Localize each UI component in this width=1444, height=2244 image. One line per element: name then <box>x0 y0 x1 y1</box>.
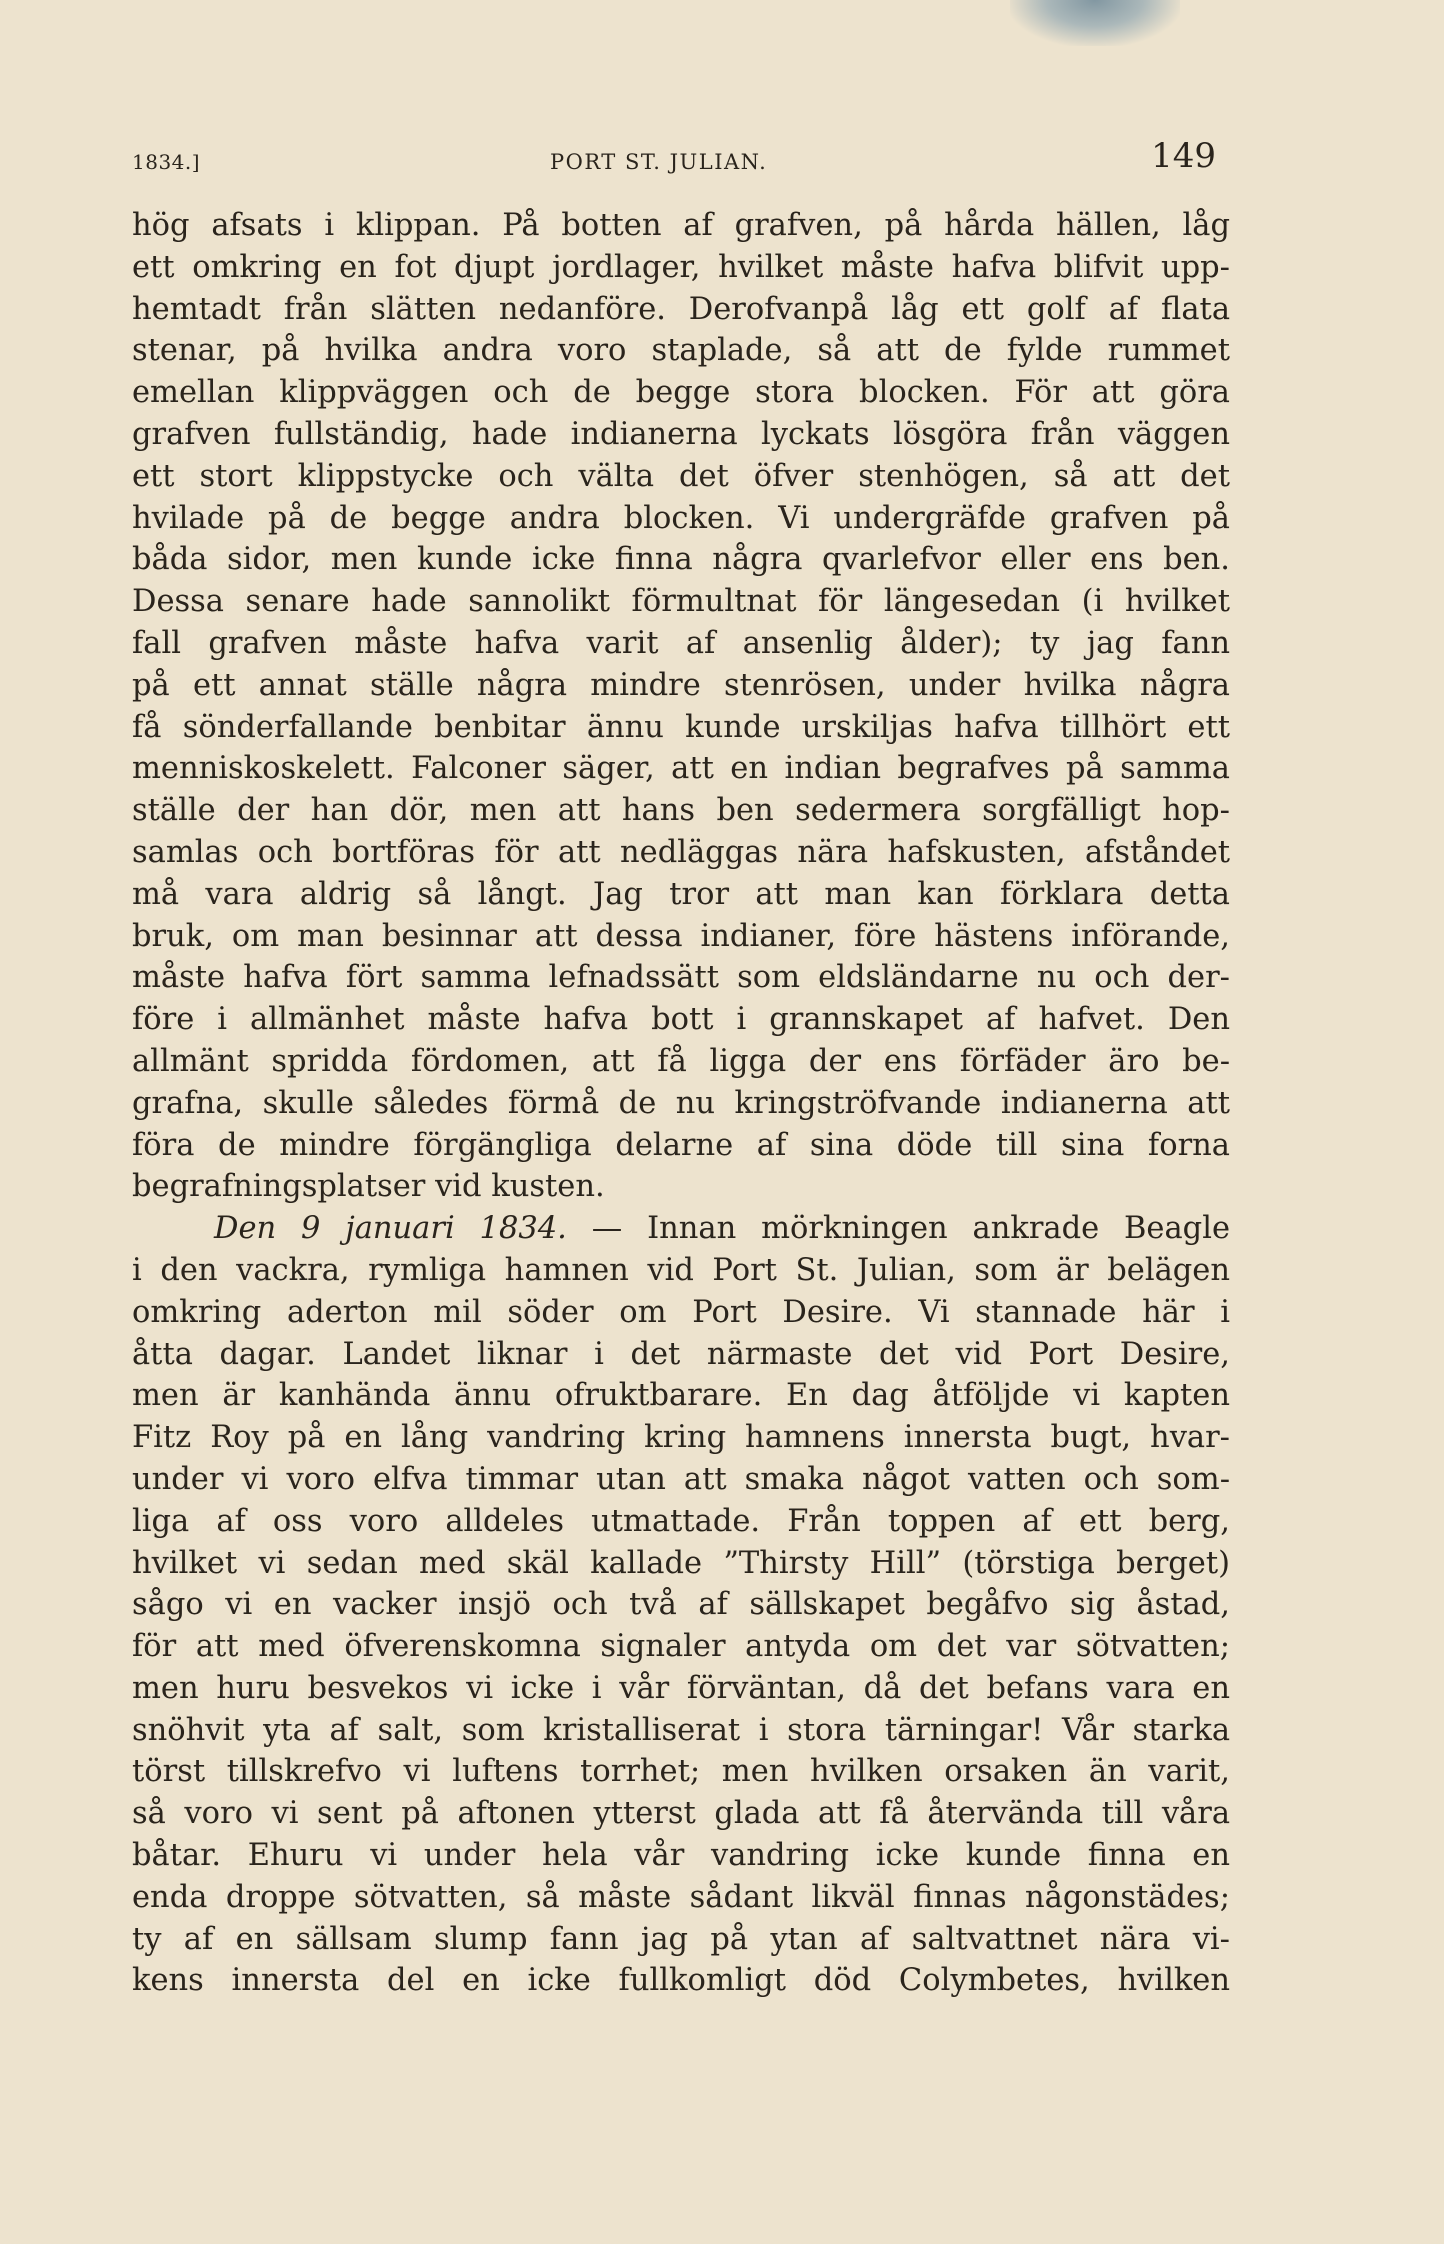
text-line: ställe der han dör, men att hans ben sedermera sorgfälligt hop- <box>132 793 1230 829</box>
text-line: grafven fullständig, hade indianerna lyckats lösgöra från väggen <box>132 416 1230 452</box>
text-line: så voro vi sent på aftonen ytterst glada att få återvända till våra <box>132 1796 1230 1832</box>
text-line: kens innersta del en icke fullkomligt död Colymbetes, hvilken <box>132 1963 1230 1999</box>
text-line: ty af en sällsam slump fann jag på ytan af saltvattnet nära vi- <box>132 1921 1230 1957</box>
text-line: må vara aldrig så långt. Jag tror att man kan förklara detta <box>132 876 1230 912</box>
text-line: men är kanhända ännu ofruktbarare. En dag åtföljde vi kapten <box>132 1378 1230 1414</box>
header-title: PORT ST. JULIAN. <box>550 150 768 174</box>
text-line: båtar. Ehuru vi under hela vår vandring icke kunde finna en <box>132 1838 1230 1874</box>
text-line: båda sidor, men kunde icke finna några qvarlefvor eller ens ben. <box>132 542 1230 578</box>
text-line: på ett annat ställe några mindre stenrösen, under hvilka några <box>132 667 1230 703</box>
text-line: enda droppe sötvatten, så måste sådant likväl finnas någonstädes; <box>132 1879 1230 1915</box>
text-line: fall grafven måste hafva varit af ansenlig ålder); ty jag fann <box>132 625 1230 661</box>
header-year: 1834.] <box>132 150 201 174</box>
text-line: grafna, skulle således förmå de nu kringströfvande indianerna att <box>132 1085 1230 1121</box>
text-line: få sönderfallande benbitar ännu kunde urskiljas hafva tillhört ett <box>132 709 1230 745</box>
text-line: för att med öfverenskomna signaler antyda om det var sötvatten; <box>132 1629 1230 1665</box>
text-line: bruk, om man besinnar att dessa indianer, före hästens införande, <box>132 918 1230 954</box>
text-line: Fitz Roy på en lång vandring kring hamnens innersta bugt, hvar- <box>132 1420 1230 1456</box>
text-line: begrafningsplatser vid kusten. <box>132 1169 605 1205</box>
text-line: ett omkring en fot djupt jordlager, hvilket måste hafva blifvit upp- <box>132 249 1230 285</box>
text-line: allmänt spridda fördomen, att få ligga der ens förfäder äro be- <box>132 1043 1230 1079</box>
text-line: hvilade på de begge andra blocken. Vi undergräfde grafven på <box>132 500 1230 536</box>
body-text <box>132 205 1230 2002</box>
page-stain <box>1010 0 1180 46</box>
text-line: måste hafva fört samma lefnadssätt som eldsländarne nu och der- <box>132 960 1230 996</box>
text-line: stenar, på hvilka andra voro staplade, så att de fylde rummet <box>132 333 1230 369</box>
text-line: sågo vi en vacker insjö och två af sällskapet begåfvo sig åstad, <box>132 1587 1230 1623</box>
text-line: hemtadt från slätten nedanföre. Derofvanpå låg ett golf af flata <box>132 291 1230 327</box>
text-line: liga af oss voro alldeles utmattade. Från toppen af ett berg, <box>132 1503 1230 1539</box>
text-line: omkring aderton mil söder om Port Desire. Vi stannade här i <box>132 1294 1230 1330</box>
text-line: åtta dagar. Landet liknar i det närmaste det vid Port Desire, <box>132 1336 1230 1372</box>
text-line: i den vackra, rymliga hamnen vid Port St. Julian, som är belägen <box>132 1252 1230 1288</box>
text-line: menniskoskelett. Falconer säger, att en indian begrafves på samma <box>132 751 1230 787</box>
text-line: törst tillskrefvo vi luftens torrhet; men hvilken orsaken än varit, <box>132 1754 1230 1790</box>
text-line: emellan klippväggen och de begge stora blocken. För att göra <box>132 375 1230 411</box>
text-line: Dessa senare hade sannolikt förmultnat för längesedan (i hvilket <box>132 584 1230 620</box>
text-line: hög afsats i klippan. På botten af grafven, på hårda hällen, låg <box>132 208 1230 243</box>
date-line-text: — Innan mörkningen ankrade Beagle <box>591 1211 1230 1247</box>
text-line: snöhvit yta af salt, som kristalliserat i stora tärningar! Vår starka <box>132 1712 1230 1748</box>
text-line: föra de mindre förgängliga delarne af sina döde till sina forna <box>132 1127 1230 1163</box>
text-line: hvilket vi sedan med skäl kallade ”Thirsty Hill” (törstiga berget) <box>132 1545 1230 1581</box>
text-line: ett stort klippstycke och välta det öfver stenhögen, så att det <box>132 458 1230 494</box>
date-heading: Den 9 januari 1834. <box>214 1211 567 1247</box>
date-line <box>132 1208 1230 1250</box>
page-number: 149 <box>1151 136 1216 176</box>
text-line: före i allmänhet måste hafva bott i grannskapet af hafvet. Den <box>132 1002 1230 1038</box>
text-line: men huru besvekos vi icke i vår förväntan, då det befans vara en <box>132 1670 1230 1706</box>
text-line: samlas och bortföras för att nedläggas nära hafskusten, afståndet <box>132 834 1230 870</box>
running-header <box>132 128 1222 188</box>
text-line: under vi voro elfva timmar utan att smaka något vatten och som- <box>132 1461 1230 1497</box>
